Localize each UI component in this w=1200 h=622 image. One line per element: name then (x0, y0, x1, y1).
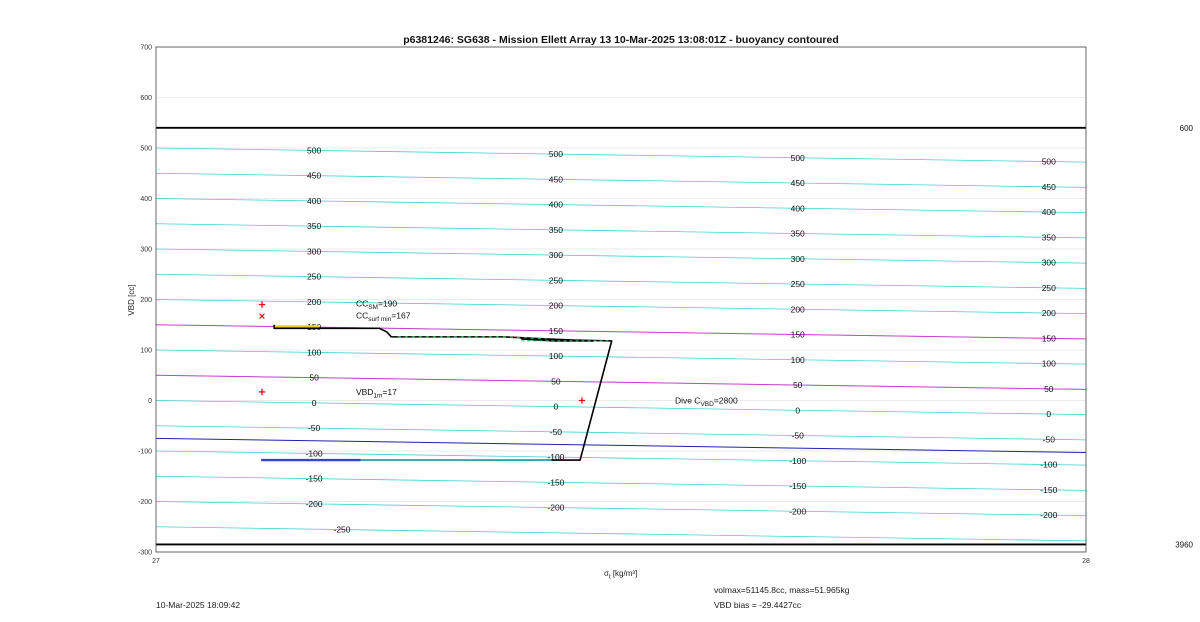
annotation-label (356, 311, 411, 324)
annotation-value: =2800 (713, 395, 738, 406)
y-axis-label: VBD [cc] (127, 284, 136, 316)
x-marker (260, 314, 265, 319)
y-tick-label: 200 (140, 297, 152, 304)
contour-label: 500 (548, 149, 563, 160)
contour-label: 400 (1041, 207, 1056, 218)
y-tick-label: 600 (140, 95, 152, 102)
contour-line (156, 350, 1086, 364)
contour-label: 400 (548, 199, 563, 210)
contour-label: 350 (790, 228, 805, 239)
x-axis-label (604, 569, 637, 581)
footer-volmax: volmax=51145.8cc, mass=51.965kg (714, 585, 850, 595)
contour-line (156, 451, 1086, 465)
contour-label: 250 (307, 271, 322, 282)
contour-label: -250 (333, 524, 351, 535)
annotation-label (356, 299, 397, 312)
annotation-layer (356, 299, 738, 408)
x-axis-label-main: σ (604, 569, 609, 578)
x-tick-label: 28 (1082, 558, 1090, 565)
contour-label: 50 (792, 380, 803, 391)
contour-line (156, 249, 1086, 263)
contour-label: 0 (1046, 409, 1052, 420)
contour-label: -100 (1040, 459, 1058, 470)
contour-label: -150 (1040, 484, 1058, 495)
contour-line (156, 426, 1086, 440)
contour-line-highlight (156, 372, 1086, 389)
contour-label: 100 (548, 351, 563, 362)
contour-label: -50 (791, 430, 804, 441)
contour-label: 150 (1041, 333, 1056, 344)
contour-label: 300 (1041, 257, 1056, 268)
contour-line (156, 148, 1086, 162)
x-axis-label-unit: [kg/m³] (610, 569, 638, 578)
contour-label: 0 (795, 405, 801, 416)
y-tick-label: 500 (140, 145, 152, 153)
axis-layer (138, 45, 1090, 566)
contour-labels (306, 145, 1058, 534)
contour-label: -100 (305, 448, 323, 459)
contour-label: 350 (307, 221, 322, 232)
contour-label: 0 (311, 397, 317, 408)
contour-label: 50 (551, 376, 561, 387)
y-tick-label: 700 (140, 44, 152, 52)
contour-label: 450 (1041, 181, 1056, 192)
contour-label: 250 (790, 279, 805, 290)
y-tick-label: -100 (137, 448, 152, 456)
plus-marker (259, 389, 265, 395)
contour-line (156, 473, 1086, 490)
footer-timestamp: 10-Mar-2025 18:09:42 (156, 600, 241, 610)
contour-label: 0 (553, 401, 559, 412)
annotation-label (356, 387, 397, 400)
contour-label: 250 (1041, 282, 1056, 293)
annotation-sub: VBD (700, 401, 714, 408)
contour-label: 50 (1044, 383, 1054, 394)
contour-line (156, 300, 1086, 314)
contour-label: 200 (1041, 308, 1056, 319)
annotation-main: VBD (355, 386, 374, 397)
right-limit-label: 3960 (1175, 540, 1193, 550)
annotation-main: CC (355, 310, 369, 321)
contour-label: 400 (790, 203, 805, 214)
y-tick-label: 300 (140, 246, 152, 254)
contour-line (156, 524, 1086, 541)
contour-label: -50 (1042, 434, 1055, 445)
contour-label: 500 (790, 152, 805, 163)
series-layer (261, 325, 612, 463)
x-axis-label-sub: t (608, 574, 611, 581)
contour-line-highlight (156, 438, 1086, 452)
annotation-sub: SM (368, 304, 378, 312)
contour-label: -50 (549, 426, 563, 437)
contour-label: -200 (1040, 510, 1058, 521)
contour-label: 100 (307, 347, 322, 358)
contour-label: -100 (547, 452, 565, 463)
contour-label: 450 (790, 178, 805, 189)
contour-label: 500 (1041, 156, 1056, 167)
contour-label: -50 (307, 423, 321, 434)
annotation-value: =190 (377, 298, 398, 309)
x-tick-label: 27 (152, 558, 160, 565)
contour-line (156, 502, 1086, 516)
annotation-label (675, 396, 738, 409)
plus-marker (579, 397, 585, 403)
contour-label: -150 (305, 473, 323, 484)
y-tick-label: 100 (140, 347, 152, 355)
contour-label: -150 (789, 481, 807, 492)
annotation-value: =167 (391, 310, 411, 321)
annotation-main: CC (355, 298, 369, 309)
contour-label: 100 (790, 354, 805, 365)
contour-label: 350 (1041, 232, 1056, 243)
contour-line (156, 271, 1086, 288)
limit-lines (156, 124, 1194, 550)
y-tick-label: 0 (148, 398, 152, 405)
annotation-sub: 1m (373, 392, 383, 400)
contour-line (156, 170, 1086, 187)
annotation-main: Dive C (674, 395, 701, 406)
contour-label: 300 (307, 246, 322, 257)
y-tick-label: -300 (137, 549, 152, 557)
contour-label: -200 (547, 502, 565, 513)
contour-label: 450 (548, 174, 563, 185)
contour-label: -200 (789, 506, 807, 517)
series-line-0 (274, 325, 612, 463)
contour-label: 200 (790, 304, 805, 315)
contour-label: 300 (548, 250, 563, 261)
contour-label: 150 (548, 325, 563, 336)
contour-label: 200 (307, 296, 322, 307)
contour-label: -200 (305, 498, 323, 509)
contour-layer (156, 148, 1086, 541)
annotation-value: =17 (382, 386, 397, 397)
contour-label: 200 (548, 300, 563, 311)
contour-line (156, 401, 1086, 415)
chart-title: p6381246: SG638 - Mission Ellett Array 13 10-Mar-2025 13:08:01Z - buoyancy contoured (403, 34, 839, 46)
y-tick-label: 400 (140, 196, 152, 203)
contour-label: 350 (548, 224, 563, 235)
contour-line (156, 199, 1086, 213)
right-limit-label: 600 (1179, 123, 1193, 133)
contour-label: -150 (547, 477, 565, 488)
footer-vbd-bias: VBD bias = -29.4427cc (714, 600, 802, 610)
contour-label: 150 (307, 322, 322, 333)
contour-label: 50 (309, 372, 319, 383)
contour-label: 150 (790, 329, 805, 340)
contour-label: 500 (307, 145, 322, 156)
contour-label: -100 (789, 455, 807, 466)
grid-layer (156, 47, 1086, 552)
contour-label: 250 (548, 275, 563, 286)
plus-marker (259, 301, 265, 307)
contour-label: 300 (790, 253, 805, 264)
annotation-sub: surf min (368, 316, 392, 324)
contour-label: 100 (1041, 358, 1056, 369)
y-tick-label: -200 (137, 499, 152, 506)
contour-label: 450 (307, 170, 322, 181)
contour-label: 400 (307, 195, 322, 206)
contour-line (156, 224, 1086, 238)
